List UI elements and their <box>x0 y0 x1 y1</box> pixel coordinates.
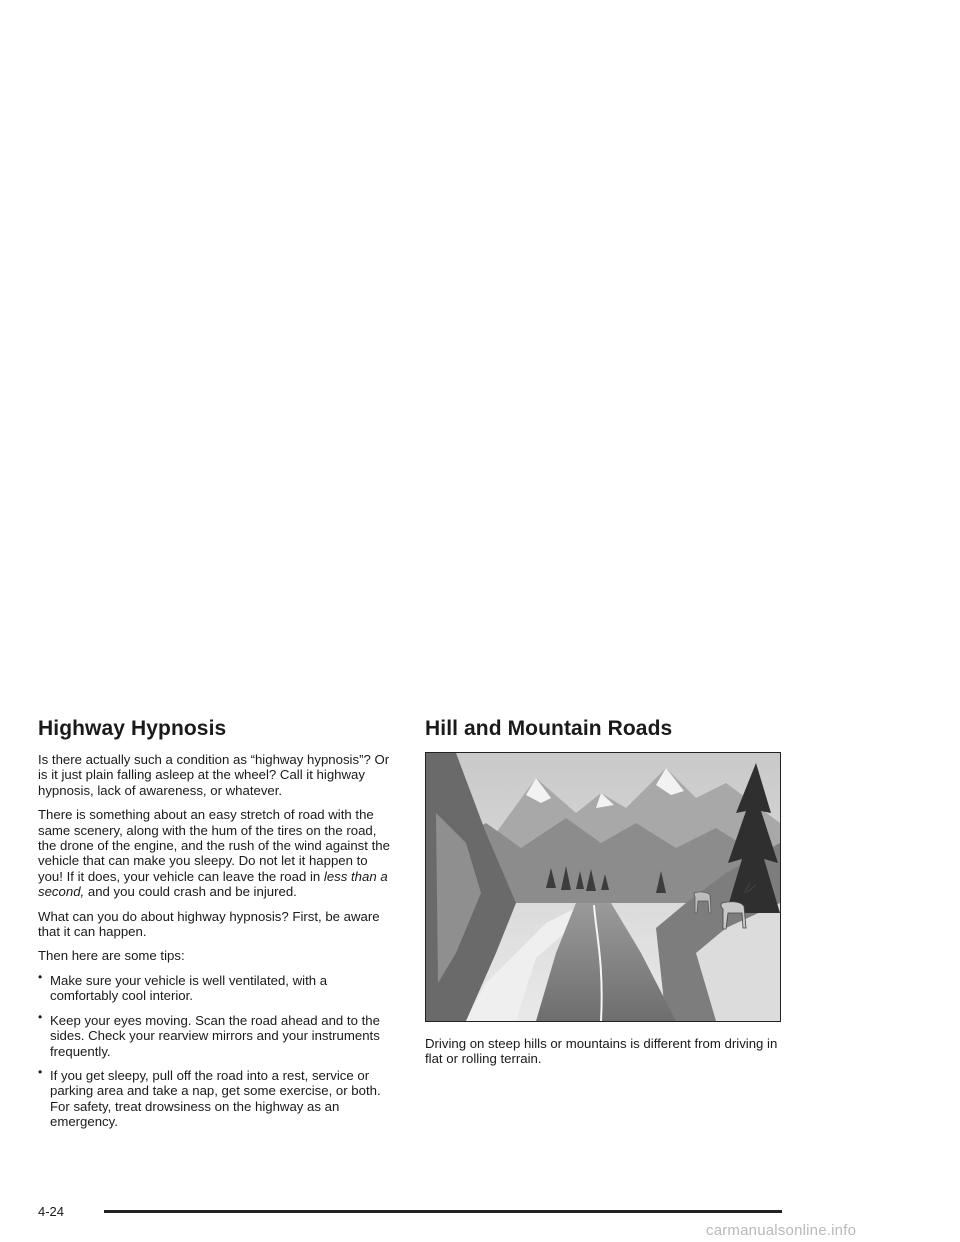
footer-rule <box>104 1210 782 1213</box>
italic-phrase: less than a second, <box>38 868 388 900</box>
paragraph-text: There is something about an easy stretch of road with the same scenery, along with the hum of the tires on the road, the drone of the engine, and the rush of the wind against the vehicle that can make you sleepy. Do not let it happen to you! If it does, your vehicle can leave the road in <box>38 807 390 884</box>
section-heading: Hill and Mountain Roads <box>425 717 673 740</box>
list-item <box>38 1064 396 1130</box>
paragraph: Then here are some tips: <box>38 948 185 964</box>
section-heading: Highway Hypnosis <box>38 717 227 740</box>
list-item-text: Make sure your vehicle is well ventilated, with a comfortably cool interior. <box>50 972 328 1004</box>
watermark: carmanualsonline.info <box>706 1222 857 1239</box>
paragraph: Is there actually such a condition as “highway hypnosis”? Or is it just plain falling asleep at the wheel? Call it highway hypnosis, lack of awareness, or whatever. <box>38 752 390 798</box>
list-item-text: Keep your eyes moving. Scan the road ahead and to the sides. Check your rearview mirrors and your instruments frequently. <box>50 1012 380 1059</box>
list-item <box>38 1009 396 1059</box>
caption-paragraph: Driving on steep hills or mountains is different from driving in flat or rolling terrain. <box>425 1036 778 1067</box>
tips-list <box>38 969 396 1130</box>
hill-mountain-section <box>425 716 783 1076</box>
paragraph: What can you do about highway hypnosis? First, be aware that it can happen. <box>38 908 380 940</box>
list-item <box>38 969 396 1004</box>
mountain-road-with-deer-illustration <box>425 752 781 1022</box>
bullet-icon: • <box>38 969 43 984</box>
bullet-icon: • <box>38 1009 43 1024</box>
highway-hypnosis-section <box>38 716 396 1139</box>
paragraph <box>38 807 396 899</box>
page-number: 4-24 <box>38 1204 65 1219</box>
bullet-icon: • <box>38 1064 43 1079</box>
paragraph-text: and you could crash and be injured. <box>84 884 297 900</box>
list-item-text: If you get sleepy, pull off the road into a rest, service or parking area and take a nap, get some exercise, or both. For safety, treat drowsiness on the highway as an emergency. <box>50 1067 381 1130</box>
